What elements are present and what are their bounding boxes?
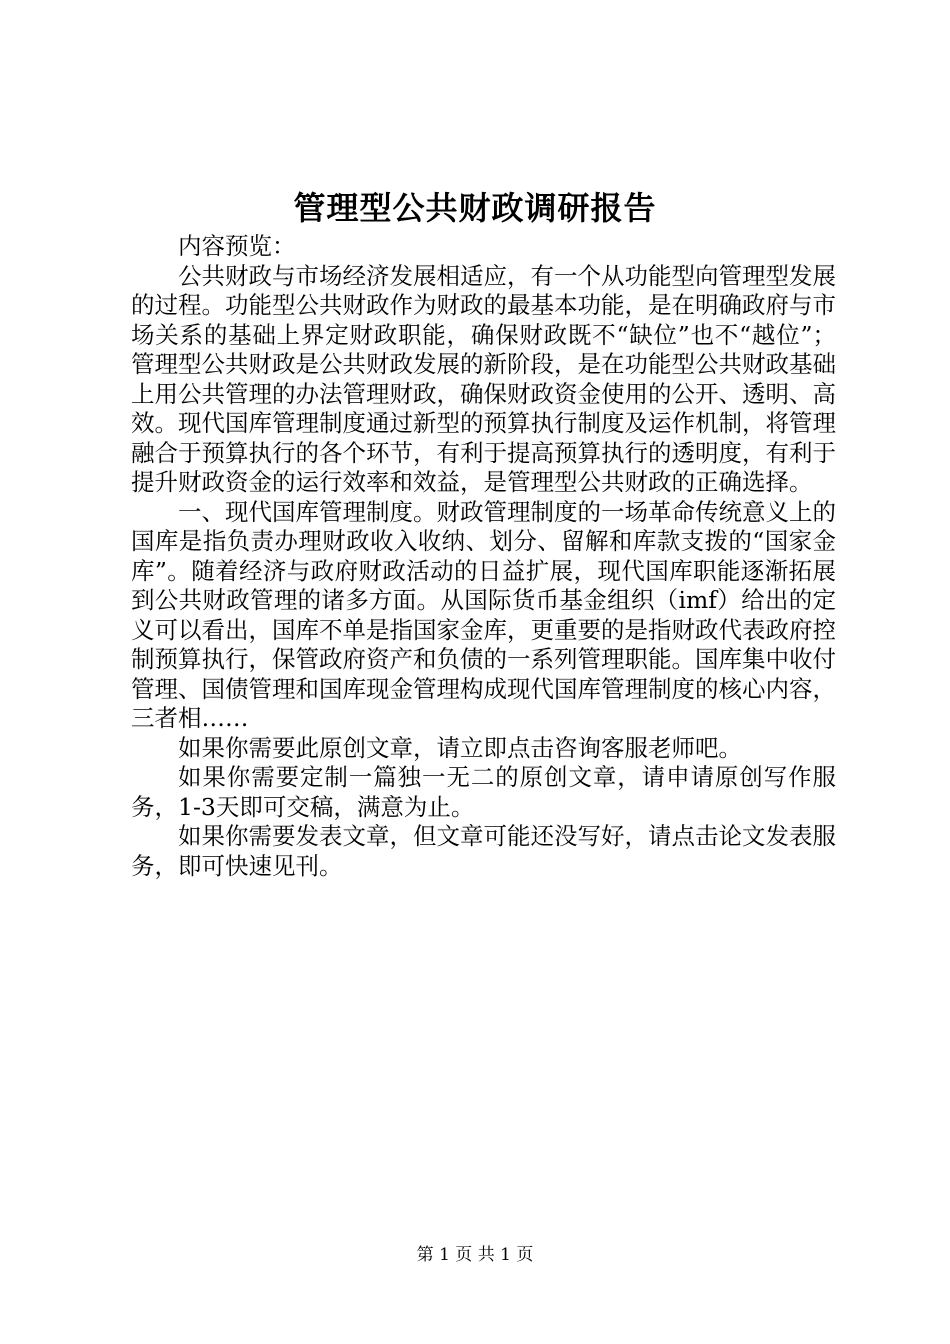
document-body: [131, 232, 836, 881]
preview-label: 内容预览：: [178, 232, 296, 260]
promo-consult-link[interactable]: 如果你需要此原创文章，请立即点击咨询客服老师吧。: [178, 733, 742, 762]
promo-publishing-link[interactable]: 如果你需要发表文章，但文章可能还没写好，请点击论文发表服务，即可快速见刊。: [131, 822, 836, 880]
paragraph-section-1: 一、现代国库管理制度。财政管理制度的一场革命传统意义上的国库是指负责办理财政收入收纳、划分、留解和库款支拨的“国家金库”。随着经济与政府财政活动的日益扩展，现代国库职能逐渐拓展到公共财政管理的诸多方面。从国际货币基金组织（imf）给出的定义可以看出，国库不单是指国家金库，更重要的是指财政代表政府控制预算执行，保管政府资产和负债的一系列管理职能。国库集中收付管理、国债管理和国库现金管理构成现代国库管理制度的核心内容，三者相……: [131, 497, 836, 732]
page-footer: 第 1 页 共 1 页: [416, 1245, 534, 1265]
document-title: 管理型公共财政调研报告: [293, 189, 657, 227]
paragraph-intro: 公共财政与市场经济发展相适应，有一个从功能型向管理型发展的过程。功能型公共财政作为财政的最基本功能，是在明确政府与市场关系的基础上界定财政职能，确保财政既不“缺位”也不“越位”；管理型公共财政是公共财政发展的新阶段，是在功能型公共财政基础上用公共管理的办法管理财政，确保财政资金使用的公开、透明、高效。现代国库管理制度通过新型的预算执行制度及运作机制，将管理融合于预算执行的各个环节，有利于提高预算执行的透明度，有利于提升财政资金的运行效率和效益，是管理型公共财政的正确选择。: [131, 261, 836, 496]
promo-custom-writing-link[interactable]: 如果你需要定制一篇独一无二的原创文章，请申请原创写作服务，1-3天即可交稿，满意为止。: [131, 763, 836, 821]
